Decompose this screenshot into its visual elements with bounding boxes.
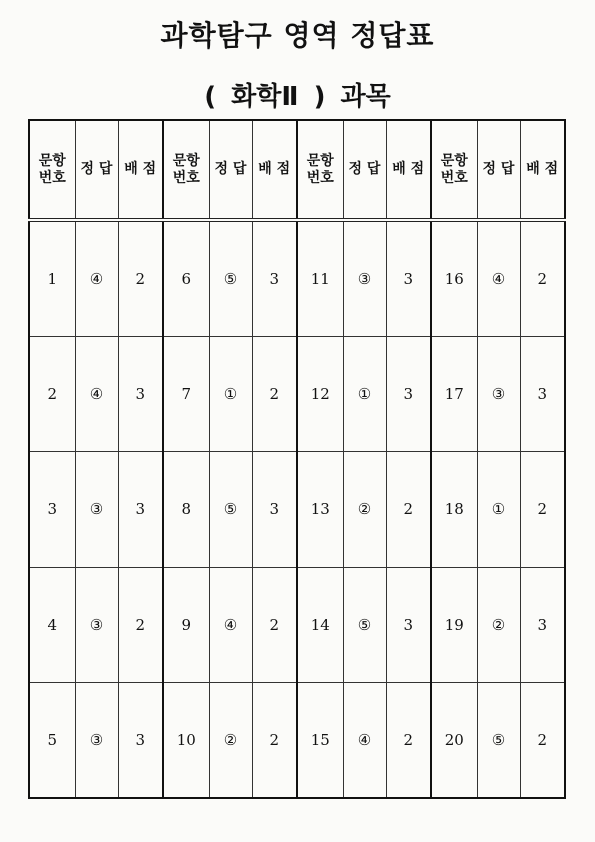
answer-cell: ② [209, 682, 252, 798]
header-points: 배 점 [386, 120, 431, 220]
question-number: 16 [431, 220, 477, 337]
points-cell: 3 [386, 567, 431, 682]
question-number: 7 [163, 337, 209, 452]
question-number: 1 [29, 220, 75, 337]
answer-table-body [29, 220, 565, 798]
points-cell: 3 [386, 337, 431, 452]
question-number: 4 [29, 567, 75, 682]
points-cell: 2 [520, 452, 565, 567]
answer-cell: ⑤ [209, 452, 252, 567]
answer-cell: ④ [75, 220, 118, 337]
header-answer: 정 답 [75, 120, 118, 220]
question-number: 14 [297, 567, 343, 682]
header-number: 문항 번호 [431, 120, 477, 220]
answer-cell: ① [209, 337, 252, 452]
points-cell: 3 [252, 452, 297, 567]
header-answer: 정 답 [209, 120, 252, 220]
question-number: 3 [29, 452, 75, 567]
question-number: 5 [29, 682, 75, 798]
question-number: 15 [297, 682, 343, 798]
question-number: 6 [163, 220, 209, 337]
page-title: 과학탐구 영역 정답표 [160, 19, 435, 52]
header-number: 문항 번호 [163, 120, 209, 220]
header-points: 배 점 [252, 120, 297, 220]
points-cell: 2 [386, 682, 431, 798]
points-cell: 2 [252, 337, 297, 452]
answer-cell: ④ [75, 337, 118, 452]
question-number: 8 [163, 452, 209, 567]
answer-cell: ⑤ [209, 220, 252, 337]
points-cell: 2 [252, 682, 297, 798]
answer-cell: ② [343, 452, 386, 567]
table-row [29, 220, 565, 337]
answer-cell: ④ [343, 682, 386, 798]
question-number: 2 [29, 337, 75, 452]
question-number: 20 [431, 682, 477, 798]
header-row [29, 120, 565, 220]
subject-title: ( 화학Ⅱ ) 과목 [204, 82, 391, 112]
answer-cell: ① [343, 337, 386, 452]
question-number: 11 [297, 220, 343, 337]
answer-cell: ① [477, 452, 520, 567]
question-number: 17 [431, 337, 477, 452]
points-cell: 3 [118, 682, 163, 798]
points-cell: 3 [386, 220, 431, 337]
answer-cell: ④ [209, 567, 252, 682]
points-cell: 3 [520, 337, 565, 452]
header-number: 문항 번호 [29, 120, 75, 220]
table-row [29, 567, 565, 682]
answer-cell: ④ [477, 220, 520, 337]
points-cell: 3 [118, 337, 163, 452]
answer-cell: ③ [75, 452, 118, 567]
answer-cell: ③ [477, 337, 520, 452]
answer-cell: ③ [75, 682, 118, 798]
points-cell: 2 [520, 682, 565, 798]
points-cell: 3 [118, 452, 163, 567]
question-number: 18 [431, 452, 477, 567]
points-cell: 2 [252, 567, 297, 682]
question-number: 10 [163, 682, 209, 798]
header-answer: 정 답 [343, 120, 386, 220]
points-cell: 3 [520, 567, 565, 682]
points-cell: 2 [118, 567, 163, 682]
question-number: 13 [297, 452, 343, 567]
answer-cell: ⑤ [343, 567, 386, 682]
points-cell: 2 [118, 220, 163, 337]
table-row [29, 682, 565, 798]
question-number: 9 [163, 567, 209, 682]
points-cell: 2 [386, 452, 431, 567]
answer-cell: ③ [75, 567, 118, 682]
header-points: 배 점 [520, 120, 565, 220]
answer-table [28, 119, 566, 799]
header-points: 배 점 [118, 120, 163, 220]
points-cell: 2 [520, 220, 565, 337]
answer-cell: ⑤ [477, 682, 520, 798]
header-answer: 정 답 [477, 120, 520, 220]
answer-cell: ② [477, 567, 520, 682]
question-number: 19 [431, 567, 477, 682]
table-row [29, 452, 565, 567]
answer-cell: ③ [343, 220, 386, 337]
points-cell: 3 [252, 220, 297, 337]
question-number: 12 [297, 337, 343, 452]
table-row [29, 337, 565, 452]
header-number: 문항 번호 [297, 120, 343, 220]
